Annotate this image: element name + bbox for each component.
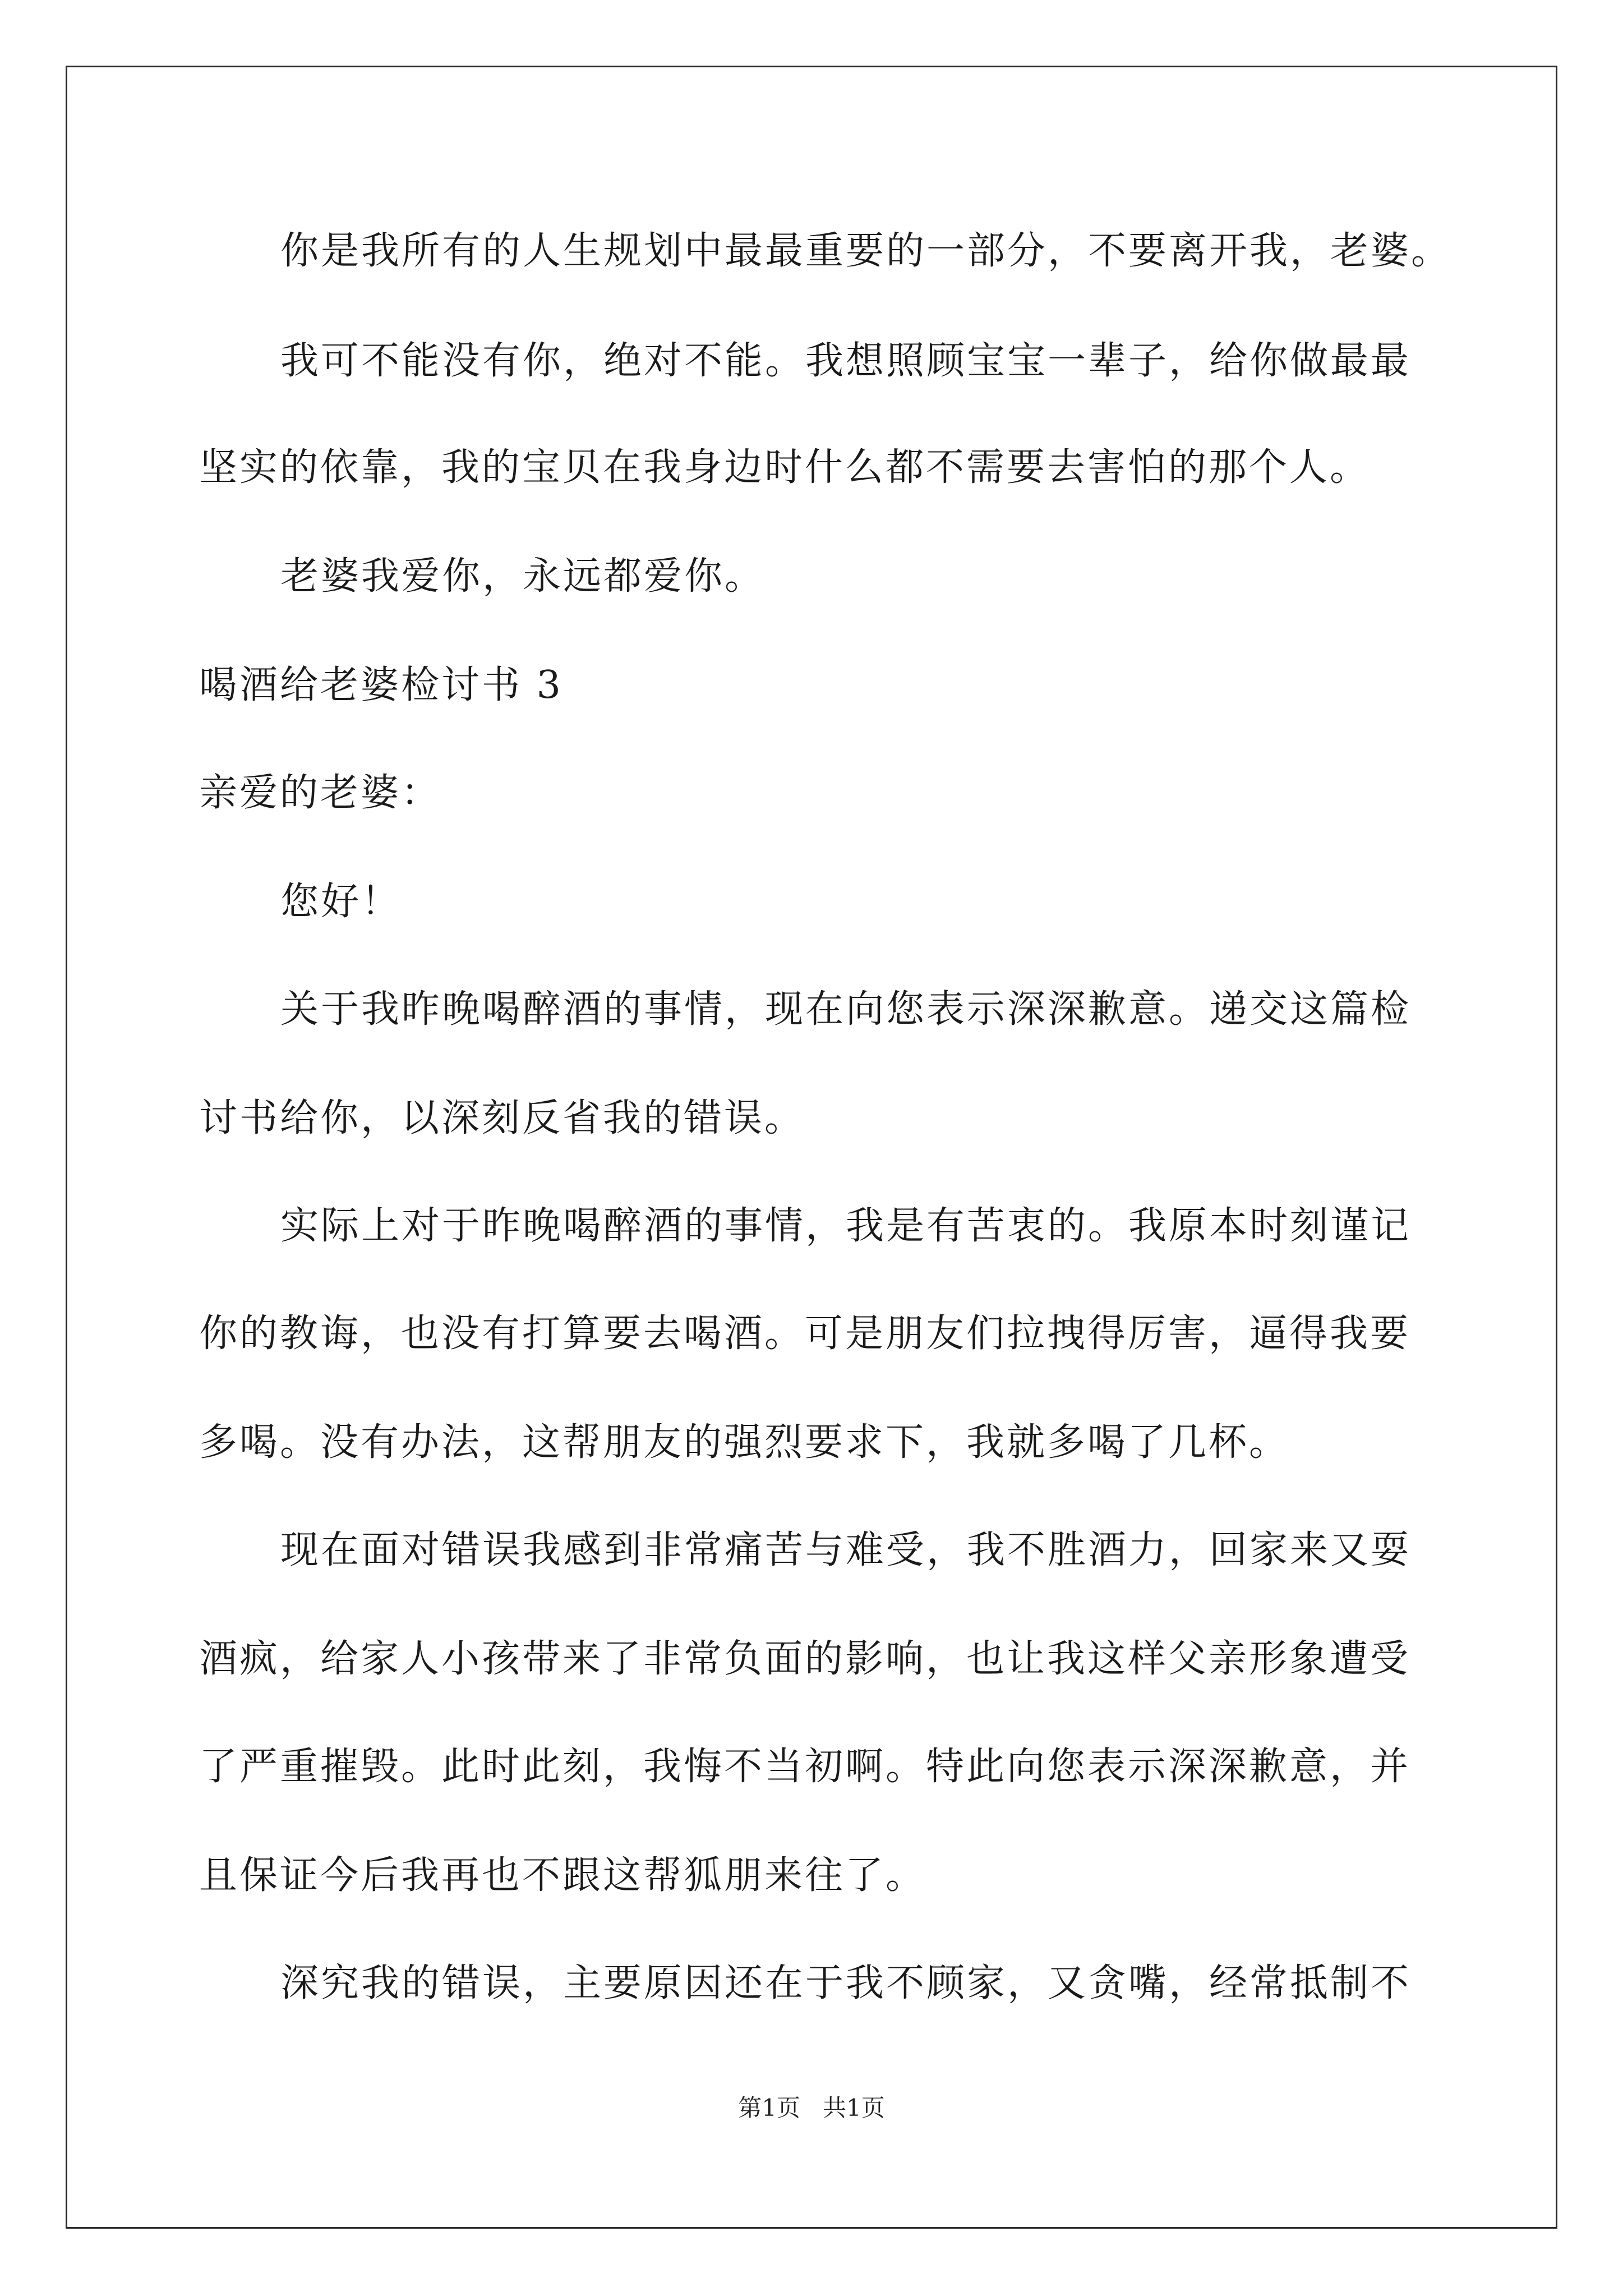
page-footer: 第1页 共1页 [738,2094,885,2122]
paragraph-line: 且保证今后我再也不跟这帮狐朋来往了。 [199,1853,926,1898]
paragraph-line: 你的教诲，也没有打算要去喝酒。可是朋友们拉拽得厉害，逼得我要 [199,1312,1411,1356]
salutation: 亲爱的老婆： [199,771,442,815]
paragraph-line: 你是我所有的人生规划中最最重要的一部分，不要离开我，老婆。 [280,229,1452,273]
paragraph-line: 实际上对于昨晚喝醉酒的事情，我是有苦衷的。我原本时刻谨记 [280,1204,1412,1248]
paragraph-line: 关于我昨晚喝醉酒的事情，现在向您表示深深歉意。递交这篇检 [280,987,1412,1032]
paragraph-line: 讨书给你，以深刻反省我的错误。 [199,1096,805,1140]
paragraph-line: 现在面对错误我感到非常痛苦与难受，我不胜酒力，回家来又耍 [280,1528,1412,1572]
paragraph-line: 我可不能没有你，绝对不能。我想照顾宝宝一辈子，给你做最最 [280,339,1412,383]
paragraph-line: 多喝。没有办法，这帮朋友的强烈要求下，我就多喝了几杯。 [199,1420,1290,1465]
paragraph-line: 了严重摧毁。此时此刻，我悔不当初啊。特此向您表示深深歉意，并 [199,1745,1411,1789]
paragraph-line: 坚实的依靠，我的宝贝在我身边时什么都不需要去害怕的那个人。 [199,445,1371,490]
page-border [66,66,1557,2229]
greeting: 您好！ [280,880,402,924]
paragraph-line: 深究我的错误，主要原因还在于我不顾家，又贪嘴，经常抵制不 [280,1961,1412,2005]
paragraph-line: 老婆我爱你，永远都爱你。 [280,554,766,599]
section-heading: 喝酒给老婆检讨书 3 [199,663,563,707]
paragraph-line: 酒疯，给家人小孩带来了非常负面的影响，也让我这样父亲形象遭受 [199,1637,1411,1681]
